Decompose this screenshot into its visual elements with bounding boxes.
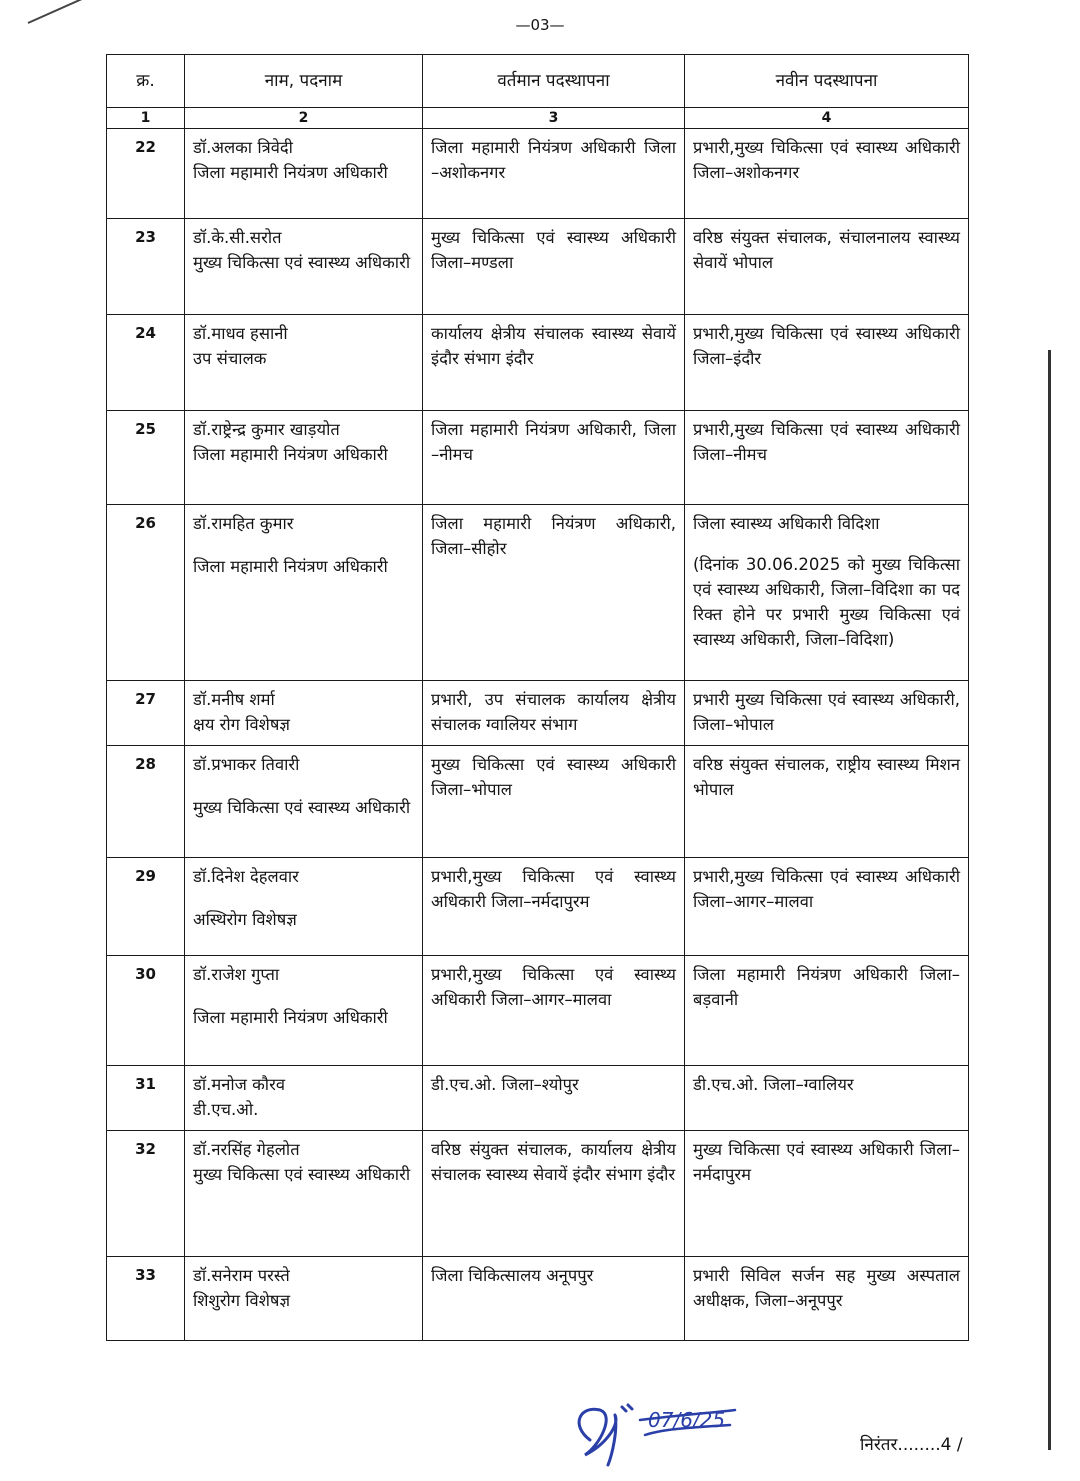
- current-posting-cell: [423, 1257, 685, 1341]
- new-posting-cell: [685, 219, 969, 315]
- serial-number: 32: [107, 1131, 185, 1257]
- current-posting: प्रभारी,मुख्य चिकित्सा एवं स्वास्थ्य अधिकारी जिला–आगर–मालवा: [431, 965, 676, 1009]
- name-designation-cell: [185, 1066, 423, 1131]
- current-posting-cell: [423, 858, 685, 956]
- new-posting-cell: [685, 746, 969, 858]
- current-posting-cell: [423, 505, 685, 681]
- new-posting-note: (दिनांक 30.06.2025 को मुख्य चिकित्सा एवं स्वास्थ्य अधिकारी, जिला–विदिशा का पद रिक्त होने पर प्रभारी मुख्य चिकित्सा एवं स्वास्थ्य अधिकारी, जिला–विदिशा): [693, 555, 960, 649]
- officer-designation: जिला महामारी नियंत्रण अधिकारी: [193, 445, 388, 464]
- table-row: [107, 1131, 969, 1257]
- table-row: [107, 681, 969, 746]
- name-designation-cell: [185, 1131, 423, 1257]
- header-current-posting: वर्तमान पदस्थापना: [423, 55, 685, 108]
- officer-name: डॉ.सनेराम परस्ते: [193, 1266, 290, 1285]
- officer-name: डॉ.राजेश गुप्ता: [193, 965, 280, 984]
- new-posting: मुख्य चिकित्सा एवं स्वास्थ्य अधिकारी जिला–नर्मदापुरम: [693, 1140, 960, 1184]
- current-posting: प्रभारी, उप संचालक कार्यालय क्षेत्रीय संचालक ग्वालियर संभाग: [431, 690, 676, 734]
- serial-number: 26: [107, 505, 185, 681]
- table-row: [107, 219, 969, 315]
- officer-designation: मुख्य चिकित्सा एवं स्वास्थ्य अधिकारी: [193, 1165, 411, 1184]
- new-posting-cell: [685, 315, 969, 411]
- officer-designation: शिशुरोग विशेषज्ञ: [193, 1291, 291, 1310]
- new-posting: वरिष्ठ संयुक्त संचालक, संचालनालय स्वास्थ्य सेवायें भोपाल: [693, 228, 960, 272]
- serial-number: 27: [107, 681, 185, 746]
- signature-date: 07/6/25: [648, 1408, 726, 1432]
- table-row: [107, 1257, 969, 1341]
- serial-number: 33: [107, 1257, 185, 1341]
- continuation-note: निरंतर........4 /: [860, 1435, 963, 1455]
- header-new-posting: नवीन पदस्थापना: [685, 55, 969, 108]
- current-posting: जिला चिकित्सालय अनूपपुर: [431, 1266, 594, 1285]
- name-designation-cell: [185, 129, 423, 219]
- officer-designation: क्षय रोग विशेषज्ञ: [193, 715, 290, 734]
- table-row: [107, 315, 969, 411]
- current-posting-cell: [423, 129, 685, 219]
- officer-designation: उप संचालक: [193, 349, 267, 368]
- column-number: 2: [185, 108, 423, 129]
- table-row: [107, 129, 969, 219]
- officer-designation: जिला महामारी नियंत्रण अधिकारी: [193, 163, 388, 182]
- new-posting: प्रभारी,मुख्य चिकित्सा एवं स्वास्थ्य अधिकारी जिला–आगर–मालवा: [693, 867, 960, 911]
- name-designation-cell: [185, 315, 423, 411]
- new-posting: प्रभारी,मुख्य चिकित्सा एवं स्वास्थ्य अधिकारी जिला–नीमच: [693, 420, 960, 464]
- table-row: [107, 505, 969, 681]
- table-row: [107, 746, 969, 858]
- serial-number: 28: [107, 746, 185, 858]
- new-posting: जिला स्वास्थ्य अधिकारी विदिशा: [693, 514, 880, 533]
- officer-name: डॉ.माधव हसानी: [193, 324, 288, 343]
- new-posting-cell: [685, 505, 969, 681]
- column-number: 4: [685, 108, 969, 129]
- new-posting-cell: [685, 411, 969, 505]
- officer-designation: जिला महामारी नियंत्रण अधिकारी: [193, 1008, 388, 1027]
- name-designation-cell: [185, 505, 423, 681]
- current-posting: जिला महामारी नियंत्रण अधिकारी, जिला –नीमच: [431, 420, 676, 464]
- current-posting: मुख्य चिकित्सा एवं स्वास्थ्य अधिकारी जिला–मण्डला: [431, 228, 676, 272]
- new-posting-cell: [685, 858, 969, 956]
- transfer-table: [106, 54, 969, 1341]
- name-designation-cell: [185, 219, 423, 315]
- new-posting: वरिष्ठ संयुक्त संचालक, राष्ट्रीय स्वास्थ्य मिशन भोपाल: [693, 755, 960, 799]
- new-posting-cell: [685, 1066, 969, 1131]
- current-posting: जिला महामारी नियंत्रण अधिकारी जिला –अशोकनगर: [431, 138, 676, 182]
- current-posting-cell: [423, 1131, 685, 1257]
- new-posting-cell: [685, 129, 969, 219]
- name-designation-cell: [185, 411, 423, 505]
- new-posting: डी.एच.ओ. जिला–ग्वालियर: [693, 1075, 854, 1094]
- officer-name: डॉ.प्रभाकर तिवारी: [193, 755, 300, 774]
- current-posting: कार्यालय क्षेत्रीय संचालक स्वास्थ्य सेवायें इंदौर संभाग इंदौर: [431, 324, 676, 368]
- officer-name: डॉ.दिनेश देहलवार: [193, 867, 299, 886]
- serial-number: 22: [107, 129, 185, 219]
- current-posting: वरिष्ठ संयुक्त संचालक, कार्यालय क्षेत्रीय संचालक स्वास्थ्य सेवायें इंदौर संभाग इंदौर: [431, 1140, 676, 1184]
- column-number: 3: [423, 108, 685, 129]
- officer-designation: जिला महामारी नियंत्रण अधिकारी: [193, 557, 388, 576]
- officer-designation: मुख्य चिकित्सा एवं स्वास्थ्य अधिकारी: [193, 253, 411, 272]
- new-posting-cell: [685, 956, 969, 1066]
- new-posting: प्रभारी मुख्य चिकित्सा एवं स्वास्थ्य अधिकारी, जिला–भोपाल: [693, 690, 960, 734]
- current-posting: डी.एच.ओ. जिला–श्योपुर: [431, 1075, 579, 1094]
- new-posting-cell: [685, 1131, 969, 1257]
- signature: [560, 1385, 760, 1470]
- current-posting: प्रभारी,मुख्य चिकित्सा एवं स्वास्थ्य अधिकारी जिला–नर्मदापुरम: [431, 867, 676, 911]
- column-number: 1: [107, 108, 185, 129]
- name-designation-cell: [185, 681, 423, 746]
- header-row: [107, 55, 969, 108]
- current-posting-cell: [423, 681, 685, 746]
- name-designation-cell: [185, 858, 423, 956]
- current-posting: मुख्य चिकित्सा एवं स्वास्थ्य अधिकारी जिला–भोपाल: [431, 755, 676, 799]
- serial-number: 29: [107, 858, 185, 956]
- officer-name: डॉ.अलका त्रिवेदी: [193, 138, 293, 157]
- name-designation-cell: [185, 1257, 423, 1341]
- name-designation-cell: [185, 746, 423, 858]
- serial-number: 30: [107, 956, 185, 1066]
- page-number: —03—: [515, 16, 565, 34]
- officer-name: डॉ.नरसिंह गेहलोत: [193, 1140, 300, 1159]
- column-number-row: [107, 108, 969, 129]
- officer-name: डॉ.रामहित कुमार: [193, 514, 294, 533]
- new-posting: प्रभारी सिविल सर्जन सह मुख्य अस्पताल अधीक्षक, जिला–अनूपपुर: [693, 1266, 960, 1310]
- header-serial: क्र.: [107, 55, 185, 108]
- officer-name: डॉ.मनोज कौरव: [193, 1075, 285, 1094]
- officer-name: डॉ.के.सी.सरोत: [193, 228, 282, 247]
- table-row: [107, 858, 969, 956]
- serial-number: 25: [107, 411, 185, 505]
- officer-designation: मुख्य चिकित्सा एवं स्वास्थ्य अधिकारी: [193, 798, 411, 817]
- current-posting-cell: [423, 746, 685, 858]
- officer-name: डॉ.राष्ट्रेन्द्र कुमार खाड़योत: [193, 420, 340, 439]
- new-posting-cell: [685, 1257, 969, 1341]
- new-posting-cell: [685, 681, 969, 746]
- current-posting: जिला महामारी नियंत्रण अधिकारी, जिला–सीहोर: [431, 514, 676, 558]
- officer-designation: डी.एच.ओ.: [193, 1100, 259, 1119]
- new-posting: प्रभारी,मुख्य चिकित्सा एवं स्वास्थ्य अधिकारी जिला–अशोकनगर: [693, 138, 960, 182]
- serial-number: 31: [107, 1066, 185, 1131]
- header-name-designation: नाम, पदनाम: [185, 55, 423, 108]
- name-designation-cell: [185, 956, 423, 1066]
- serial-number: 24: [107, 315, 185, 411]
- scan-edge: [1048, 350, 1051, 1450]
- new-posting: प्रभारी,मुख्य चिकित्सा एवं स्वास्थ्य अधिकारी जिला–इंदौर: [693, 324, 960, 368]
- table-row: [107, 411, 969, 505]
- table-row: [107, 956, 969, 1066]
- current-posting-cell: [423, 315, 685, 411]
- current-posting-cell: [423, 956, 685, 1066]
- current-posting-cell: [423, 219, 685, 315]
- new-posting: जिला महामारी नियंत्रण अधिकारी जिला–बड़वानी: [693, 965, 960, 1009]
- table-row: [107, 1066, 969, 1131]
- officer-name: डॉ.मनीष शर्मा: [193, 690, 275, 709]
- serial-number: 23: [107, 219, 185, 315]
- current-posting-cell: [423, 1066, 685, 1131]
- current-posting-cell: [423, 411, 685, 505]
- officer-designation: अस्थिरोग विशेषज्ञ: [193, 910, 297, 929]
